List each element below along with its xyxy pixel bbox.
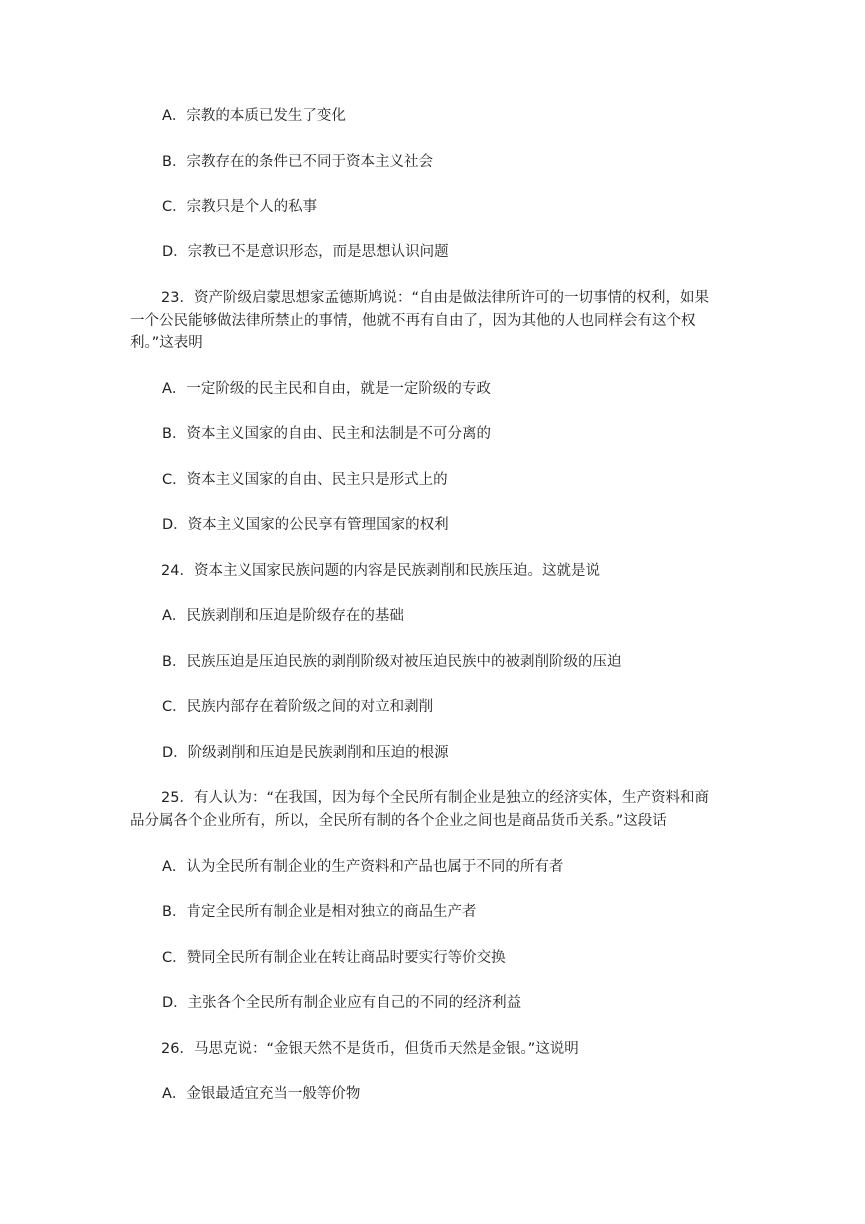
question-23-line-3: 利。”这表明 [130,335,203,351]
question-23-line-1: 23．资产阶级启蒙思想家孟德斯鸠说：“自由是做法律所许可的一切事情的权利，如果 [161,290,709,306]
option-b-q25: B．肯定全民所有制企业是相对独立的商品生产者 [162,904,477,920]
option-c-q23: C．资本主义国家的自由、民主只是形式上的 [162,472,448,488]
option-d-q23: D．资本主义国家的公民享有管理国家的权利 [162,517,449,533]
option-b-q24: B．民族压迫是压迫民族的剥削阶级对被压迫民族中的被剥削阶级的压迫 [162,654,622,670]
question-25-line-2: 品分属各个企业所有，所以，全民所有制的各个企业之间也是商品货币关系。”这段话 [130,813,667,829]
option-d-q25: D．主张各个全民所有制企业应有自己的不同的经济利益 [162,995,522,1011]
option-d-q22: D．宗教已不是意识形态，而是思想认识问题 [162,244,449,260]
option-c-q24: C．民族内部存在着阶级之间的对立和剥削 [162,699,434,715]
option-a-q22: A．宗教的本质已发生了变化 [162,108,346,124]
option-d-q24: D．阶级剥削和压迫是民族剥削和压迫的根源 [162,745,449,761]
question-23-line-2: 一个公民能够做法律所禁止的事情，他就不再有自由了，因为其他的人也同样会有这个权 [130,313,696,329]
question-26-line-1: 26．马思克说：“金银天然不是货币，但货币天然是金银。”这说明 [161,1041,579,1057]
option-c-q22: C．宗教只是个人的私事 [162,199,318,215]
option-a-q26: A．金银最适宜充当一般等价物 [162,1086,361,1102]
option-a-q25: A．认为全民所有制企业的生产资料和产品也属于不同的所有者 [162,859,564,875]
option-a-q24: A．民族剥削和压迫是阶级存在的基础 [162,608,404,624]
question-24-line-1: 24．资本主义国家民族问题的内容是民族剥削和民族压迫。这就是说 [161,563,600,579]
question-25-line-1: 25．有人认为：“在我国，因为每个全民所有制企业是独立的经济实体，生产资料和商 [161,790,709,806]
option-c-q25: C．赞同全民所有制企业在转让商品时要实行等价交换 [162,950,506,966]
option-b-q23: B．资本主义国家的自由、民主和法制是不可分离的 [162,426,491,442]
option-b-q22: B．宗教存在的条件已不同于资本主义社会 [162,154,433,170]
option-a-q23: A．一定阶级的民主民和自由，就是一定阶级的专政 [162,381,491,397]
